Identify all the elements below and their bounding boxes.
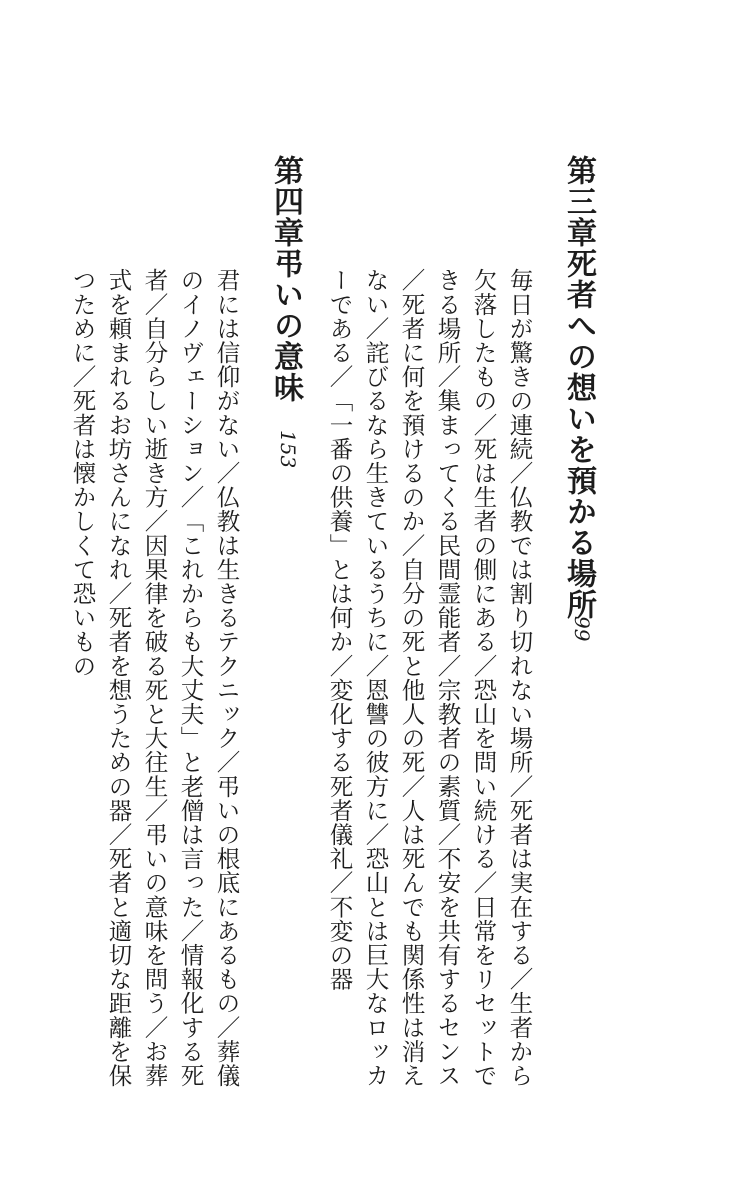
chapter-3-line: ない／詫びるなら生きているうちに／恩讐の彼方に／恐山とは巨大なロッカ xyxy=(361,268,390,1088)
chapter-3-line: 欠落したもの／死は生者の側にある／恐山を問い続ける／日常をリセットで xyxy=(469,268,498,1088)
chapter-3-heading xyxy=(563,155,623,620)
chapter-3-line: ーである／「一番の供養」とは何か／変化する死者儀礼／不変の器 xyxy=(325,268,354,991)
chapter-4-line: のイノヴェーション／「これからも大丈夫」と老僧は言った／情報化する死 xyxy=(176,268,205,1088)
chapter-4-line: 者／自分らしい逝き方／因果律を破る死と大往生／弔いの意味を問う／お葬 xyxy=(140,268,169,1088)
chapter-3-line: きる場所／集まってくる民間霊能者／宗教者の素質／不安を共有するセンス xyxy=(433,268,462,1088)
chapter-3-label: 第三章 xyxy=(561,155,596,248)
chapter-3-page-number: 99 xyxy=(570,616,594,642)
chapter-3-line: 毎日が驚きの連続／仏教では割り切れない場所／死者は実在する／生者から xyxy=(505,268,534,1088)
chapter-4-line: つために／死者は懐かしくて恐いもの xyxy=(68,268,97,678)
chapter-4-page-number: 153 xyxy=(276,430,300,469)
chapter-4-heading xyxy=(270,155,330,403)
chapter-4-title: 弔いの意味 xyxy=(268,248,303,403)
chapter-4-line: 式を頼まれるお坊さんになれ／死者を想うための器／死者と適切な距離を保 xyxy=(104,268,133,1088)
chapter-4-line: 君には信仰がない／仏教は生きるテクニック／弔いの根底にあるもの／葬儀 xyxy=(212,268,241,1088)
chapter-3-title: 死者への想いを預かる場所 xyxy=(561,248,596,620)
chapter-3-line: ／死者に何を預けるのか／自分の死と他人の死／人は死んでも関係性は消え xyxy=(397,268,426,1088)
chapter-4-label: 第四章 xyxy=(268,155,303,248)
